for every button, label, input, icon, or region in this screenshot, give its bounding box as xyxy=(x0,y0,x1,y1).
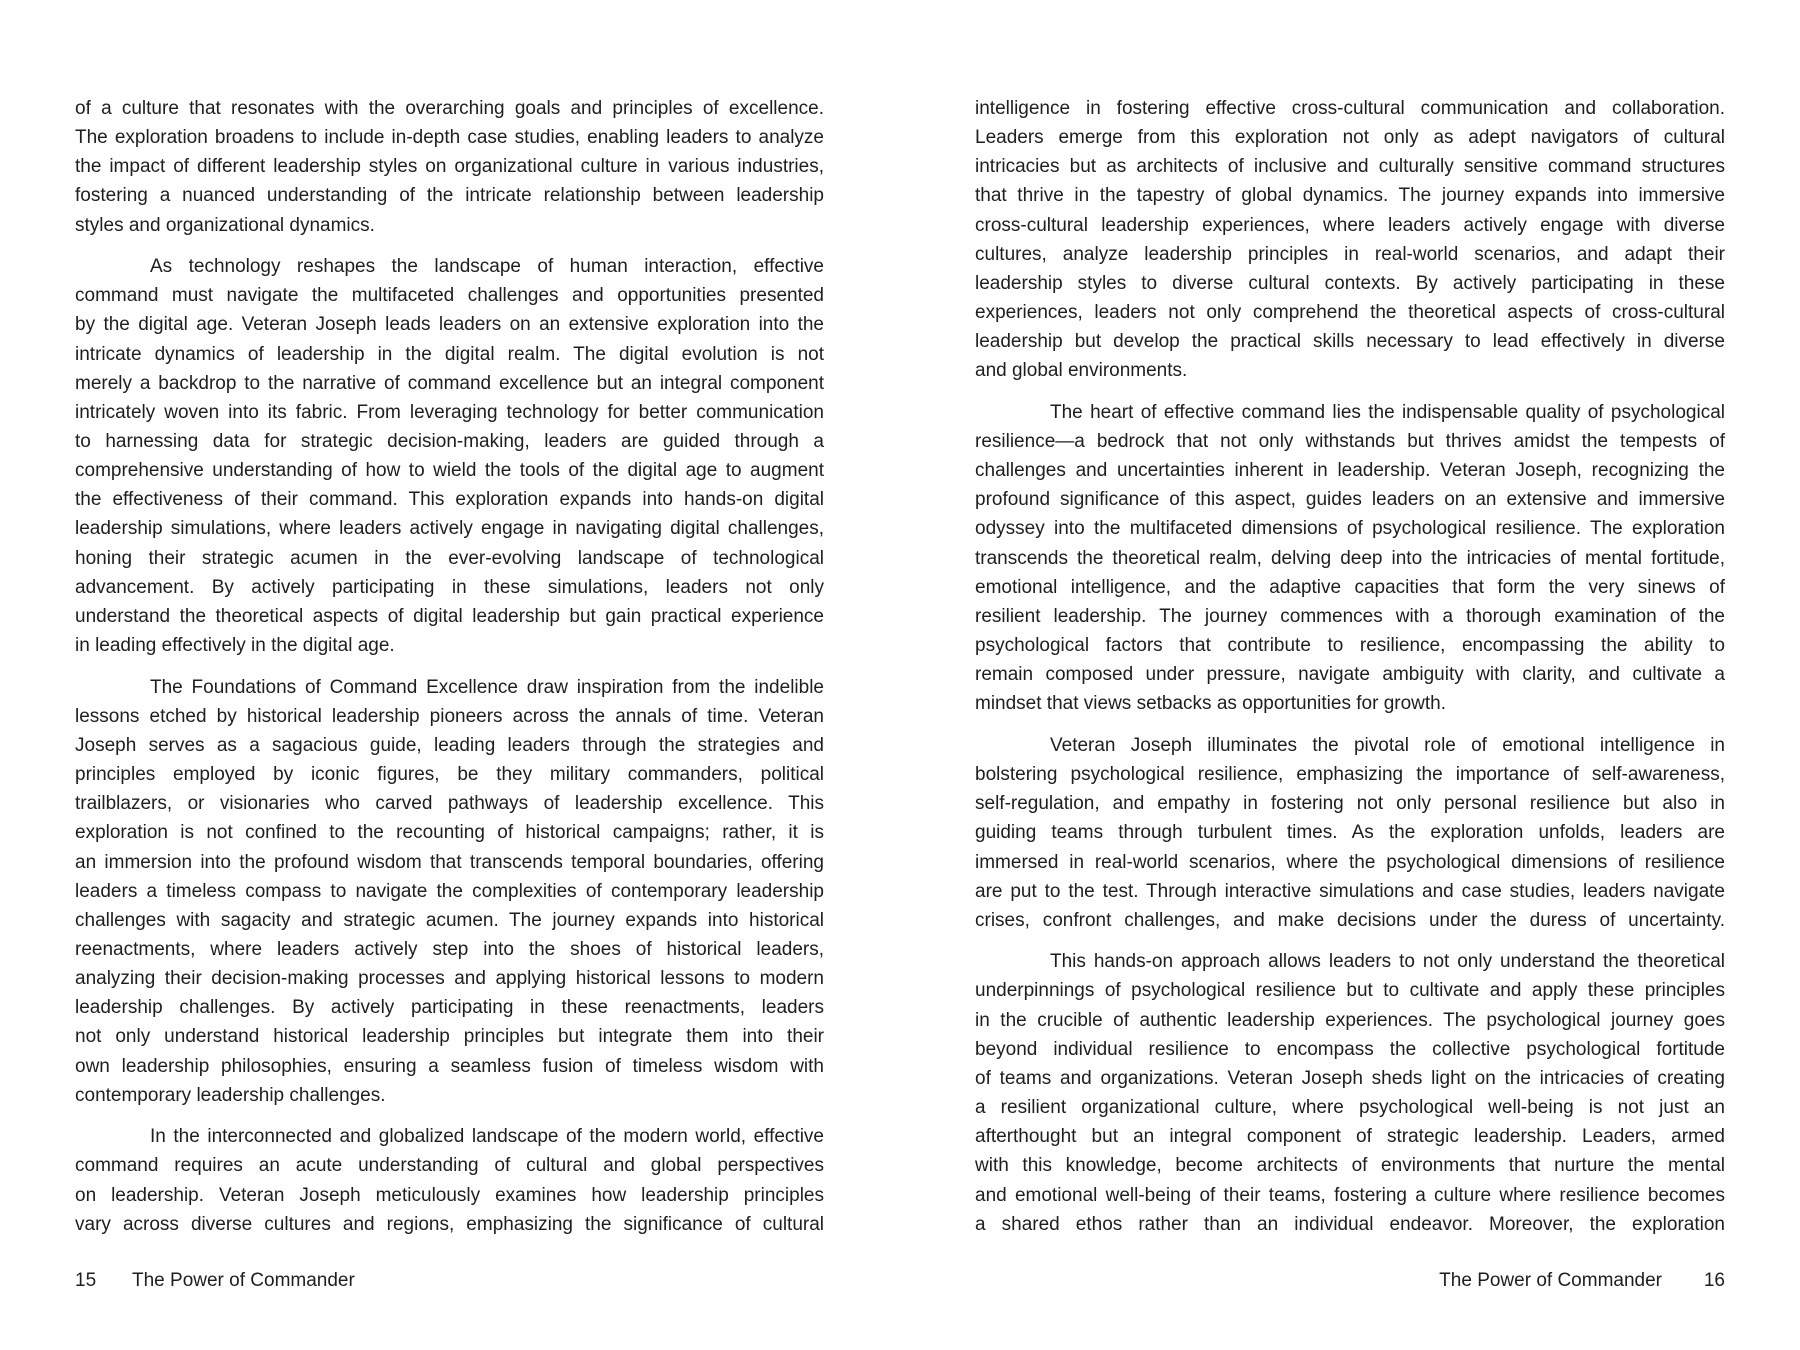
text-line: odyssey into the multifaceted dimensions of psychological resilience. The exploration xyxy=(975,518,1725,540)
text-line: intelligence in fostering effective cross-cultural communication and collaboration. xyxy=(975,98,1725,119)
text-line: leadership simulations, where leaders actively engage in navigating digital challenges, xyxy=(75,518,824,540)
text-line: experiences, leaders not only comprehend the theoretical aspects of cross-cultural xyxy=(975,302,1725,324)
text-line: are put to the test. Through interactive simulations and case studies, leaders navigate xyxy=(975,880,1725,902)
page-number: 15 xyxy=(75,1270,97,1291)
text-line: resilient leadership. The journey commences with a thorough examination of the xyxy=(975,605,1725,627)
text-line: advancement. By actively participating in these simulations, leaders not only xyxy=(75,576,824,598)
text-line: psychological factors that contribute to resilience, encompassing the ability to xyxy=(975,635,1725,657)
text-line: in the crucible of authentic leadership experiences. The psychological journey goes xyxy=(975,1009,1725,1031)
text-line: challenges with sagacity and strategic acumen. The journey expands into historical xyxy=(75,909,824,931)
text-line: the effectiveness of their command. This exploration expands into hands-on digital xyxy=(75,489,824,511)
running-title: The Power of Commander xyxy=(132,1270,355,1291)
text-line: fostering a nuanced understanding of the intricate relationship between leadership xyxy=(75,185,824,207)
text-line: comprehensive understanding of how to wield the tools of the digital age to augment xyxy=(75,460,824,482)
text-line: resilience—a bedrock that not only withstands but thrives amidst the tempests of xyxy=(975,431,1725,453)
text-line: cross-cultural leadership experiences, where leaders actively engage with diverse xyxy=(975,214,1725,236)
text-line: The exploration broadens to include in-depth case studies, enabling leaders to analyze xyxy=(75,127,824,149)
text-line: The Foundations of Command Excellence draw inspiration from the indelible xyxy=(150,676,824,698)
text-line: of teams and organizations. Veteran Joseph sheds light on the intricacies of creating xyxy=(975,1067,1725,1089)
text-line: challenges and uncertainties inherent in leadership. Veteran Joseph, recognizing the xyxy=(975,460,1725,482)
text-line: leadership styles to diverse cultural contexts. By actively participating in these xyxy=(975,272,1725,294)
text-line: reenactments, where leaders actively step into the shoes of historical leaders, xyxy=(75,938,824,960)
text-line: intricate dynamics of leadership in the digital realm. The digital evolution is not xyxy=(75,343,824,365)
text-line: exploration is not confined to the recounting of historical campaigns; rather, it is xyxy=(75,822,824,844)
text-line: Veteran Joseph illuminates the pivotal role of emotional intelligence in xyxy=(1050,734,1725,756)
text-line: not only understand historical leadership principles but integrate them into their xyxy=(75,1026,824,1048)
text-line: principles employed by iconic figures, be they military commanders, political xyxy=(75,764,824,786)
text-line: by the digital age. Veteran Joseph leads leaders on an extensive exploration into the xyxy=(75,314,824,336)
text-line: self-regulation, and empathy in fostering not only personal resilience but also in xyxy=(975,793,1725,815)
text-line: and global environments. xyxy=(975,360,1188,382)
text-line: command must navigate the multifaceted challenges and opportunities presented xyxy=(75,285,824,307)
text-line: intricacies but as architects of inclusive and culturally sensitive command structures xyxy=(975,156,1725,178)
text-line: crises, confront challenges, and make decisions under the duress of uncertainty. xyxy=(975,909,1725,931)
text-line: Joseph serves as a sagacious guide, leading leaders through the strategies and xyxy=(75,734,824,756)
text-line: on leadership. Veteran Joseph meticulously examines how leadership principles xyxy=(75,1184,824,1206)
text-line: As technology reshapes the landscape of human interaction, effective xyxy=(150,256,824,278)
running-title: The Power of Commander xyxy=(1439,1270,1662,1291)
text-line: an immersion into the profound wisdom that transcends temporal boundaries, offering xyxy=(75,851,824,873)
paragraph xyxy=(975,398,1725,719)
page-footer xyxy=(900,1266,1800,1296)
text-line: underpinnings of psychological resilience but to cultivate and apply these principles xyxy=(975,980,1725,1002)
page-body-text xyxy=(75,94,824,1239)
paragraph xyxy=(975,94,1725,386)
right-page xyxy=(900,0,1800,1350)
text-line: beyond individual resilience to encompass the collective psychological fortitude xyxy=(975,1038,1725,1060)
page-footer xyxy=(0,1266,900,1296)
page-number: 16 xyxy=(1703,1270,1725,1291)
paragraph xyxy=(975,947,1725,1239)
text-line: trailblazers, or visionaries who carved pathways of leadership excellence. This xyxy=(75,793,824,815)
text-line: understand the theoretical aspects of digital leadership but gain practical experience xyxy=(75,605,824,627)
text-line: a resilient organizational culture, where psychological well-being is not just an xyxy=(975,1097,1725,1119)
text-line: contemporary leadership challenges. xyxy=(75,1084,386,1106)
text-line: cultures, analyze leadership principles in real-world scenarios, and adapt their xyxy=(975,243,1725,265)
text-line: intricately woven into its fabric. From leveraging technology for better communication xyxy=(75,401,824,423)
text-line: mindset that views setbacks as opportunities for growth. xyxy=(975,693,1447,715)
text-line: immersed in real-world scenarios, where the psychological dimensions of resilience xyxy=(975,851,1725,873)
text-line: own leadership philosophies, ensuring a seamless fusion of timeless wisdom with xyxy=(75,1055,824,1077)
text-line: leaders a timeless compass to navigate the complexities of contemporary leadership xyxy=(75,880,824,902)
text-line: remain composed under pressure, navigate ambiguity with clarity, and cultivate a xyxy=(975,664,1725,686)
text-line: leadership but develop the practical skills necessary to lead effectively in diverse xyxy=(975,331,1725,353)
paragraph xyxy=(75,1122,824,1239)
text-line: vary across diverse cultures and regions, emphasizing the significance of cultural xyxy=(75,1213,824,1235)
text-line: leadership challenges. By actively participating in these reenactments, leaders xyxy=(75,997,824,1019)
text-line: This hands-on approach allows leaders to not only understand the theoretical xyxy=(1050,951,1725,973)
text-line: styles and organizational dynamics. xyxy=(75,214,375,236)
text-line: command requires an acute understanding of cultural and global perspectives xyxy=(75,1155,824,1177)
text-line: a shared ethos rather than an individual endeavor. Moreover, the exploration xyxy=(975,1213,1725,1235)
page-body-text xyxy=(975,94,1725,1239)
paragraph xyxy=(75,252,824,660)
paragraph xyxy=(75,94,824,240)
text-line: bolstering psychological resilience, emphasizing the importance of self-awareness, xyxy=(975,764,1725,786)
paragraph xyxy=(75,673,824,1110)
text-line: of a culture that resonates with the overarching goals and principles of excellence. xyxy=(75,98,824,119)
text-line: guiding teams through turbulent times. As the exploration unfolds, leaders are xyxy=(975,822,1725,844)
text-line: afterthought but an integral component of strategic leadership. Leaders, armed xyxy=(975,1126,1725,1148)
text-line: emotional intelligence, and the adaptive capacities that form the very sinews of xyxy=(975,576,1725,598)
text-line: profound significance of this aspect, guides leaders on an extensive and immersive xyxy=(975,489,1725,511)
text-line: The heart of effective command lies the indispensable quality of psychological xyxy=(1050,401,1725,423)
text-line: lessons etched by historical leadership pioneers across the annals of time. Veteran xyxy=(75,705,824,727)
text-line: with this knowledge, become architects of environments that nurture the mental xyxy=(975,1155,1725,1177)
paragraph xyxy=(975,731,1725,935)
text-line: to harnessing data for strategic decision-making, leaders are guided through a xyxy=(75,431,824,453)
text-line: In the interconnected and globalized landscape of the modern world, effective xyxy=(150,1126,824,1148)
text-line: in leading effectively in the digital age. xyxy=(75,635,395,657)
text-line: the impact of different leadership styles on organizational culture in various industries, xyxy=(75,156,824,178)
text-line: and emotional well-being of their teams, fostering a culture where resilience becomes xyxy=(975,1184,1725,1206)
text-line: transcends the theoretical realm, delving deep into the intricacies of mental fortitude, xyxy=(975,547,1725,569)
text-line: Leaders emerge from this exploration not only as adept navigators of cultural xyxy=(975,127,1725,149)
text-line: merely a backdrop to the narrative of command excellence but an integral component xyxy=(75,372,824,394)
text-line: honing their strategic acumen in the ever-evolving landscape of technological xyxy=(75,547,824,569)
text-line: that thrive in the tapestry of global dynamics. The journey expands into immersive xyxy=(975,185,1725,207)
text-line: analyzing their decision-making processes and applying historical lessons to modern xyxy=(75,968,824,990)
